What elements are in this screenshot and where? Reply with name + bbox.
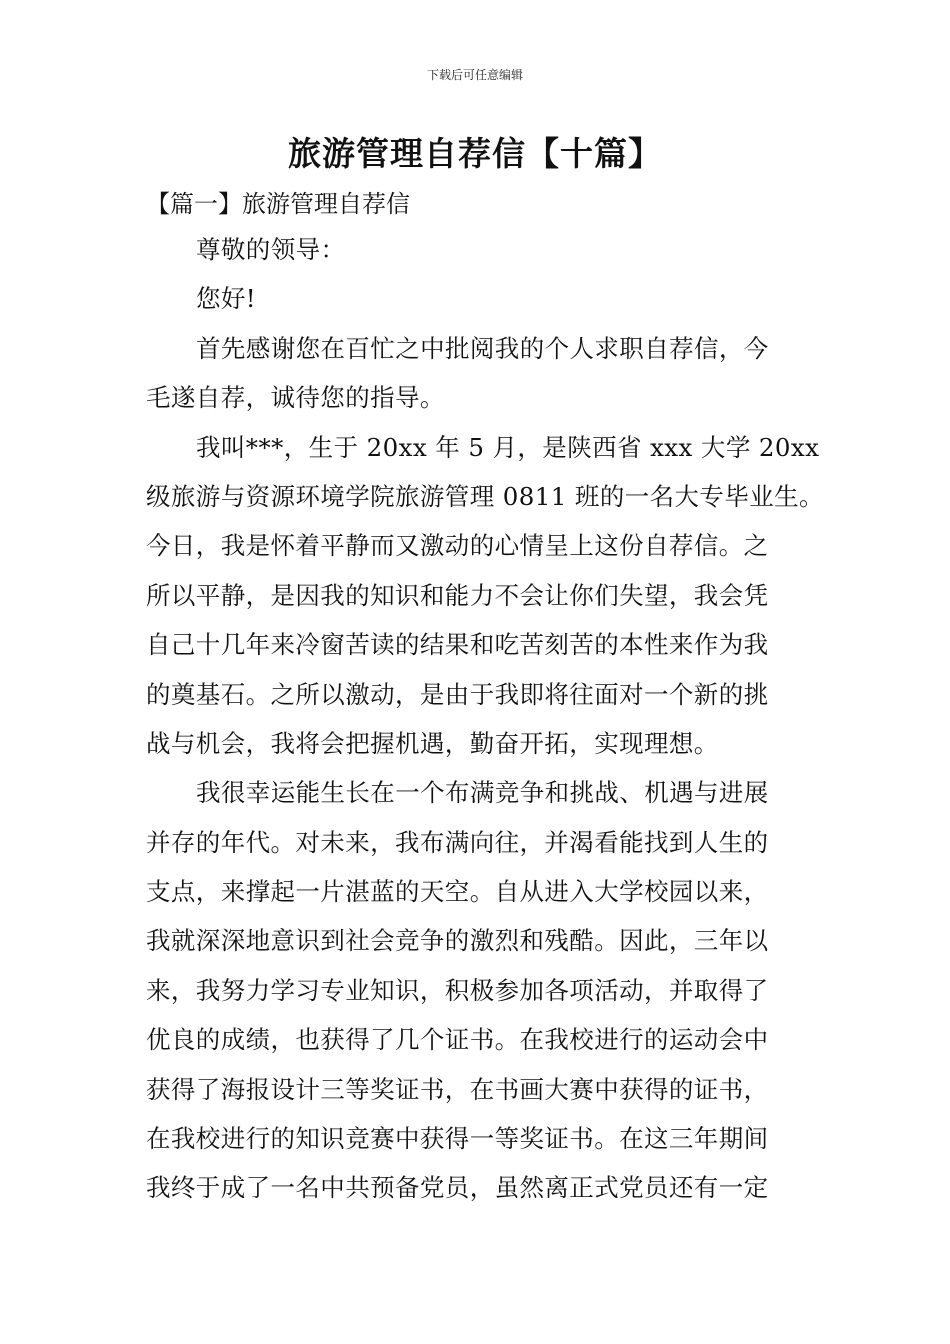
- salutation-line: 尊敬的领导：: [196, 235, 346, 264]
- paragraph-line: 级旅游与资源环境学院旅游管理 0811 班的一名大专毕业生。: [146, 481, 824, 511]
- header-note: 下载后可任意编辑: [426, 68, 523, 82]
- paragraph-line: 优良的成绩，也获得了几个证书。在我校进行的运动会中: [146, 1025, 769, 1055]
- paragraph-line: 我就深深地意识到社会竞争的激烈和残酷。因此，三年以: [146, 926, 769, 956]
- section-heading: 【篇一】旅游管理自荐信: [146, 190, 410, 218]
- greeting-line: 您好!: [196, 284, 257, 314]
- paragraph-line: 首先感谢您在百忙之中批阅我的个人求职自荐信，今: [196, 333, 769, 363]
- paragraph-line: 的奠基石。之所以激动，是由于我即将往面对一个新的挑: [146, 679, 769, 709]
- paragraph-line: 在我校进行的知识竞赛中获得一等奖证书。在这三年期间: [146, 1124, 769, 1154]
- paragraph-line: 我终于成了一名中共预备党员，虽然离正式党员还有一定: [146, 1173, 769, 1203]
- paragraph-line: 今日，我是怀着平静而又激动的心情呈上这份自荐信。之: [146, 531, 769, 561]
- paragraph-line: 获得了海报设计三等奖证书，在书画大赛中获得的证书，: [146, 1074, 769, 1104]
- document-title: 旅游管理自荐信【十篇】: [288, 134, 662, 173]
- paragraph-line: 支点，来撑起一片湛蓝的天空。自从进入大学校园以来，: [146, 877, 769, 907]
- paragraph-line: 战与机会，我将会把握机遇，勤奋开拓，实现理想。: [146, 728, 719, 758]
- paragraph-line: 自己十几年来冷窗苦读的结果和吃苦刻苦的本性来作为我: [146, 630, 769, 660]
- paragraph-line: 并存的年代。对未来，我布满向往，并渴看能找到人生的: [146, 827, 769, 857]
- paragraph-line: 所以平静，是因我的知识和能力不会让你们失望，我会凭: [146, 580, 769, 610]
- paragraph-line: 来，我努力学习专业知识，积极参加各项活动，并取得了: [146, 975, 769, 1005]
- paragraph-line: 我叫***，生于 20xx 年 5 月，是陕西省 xxx 大学 20xx: [196, 432, 820, 462]
- paragraph-line: 我很幸运能生长在一个布满竞争和挑战、机遇与进展: [196, 778, 769, 808]
- paragraph-line: 毛遂自荐，诚待您的指导。: [146, 383, 445, 413]
- letter-body: [146, 230, 826, 1218]
